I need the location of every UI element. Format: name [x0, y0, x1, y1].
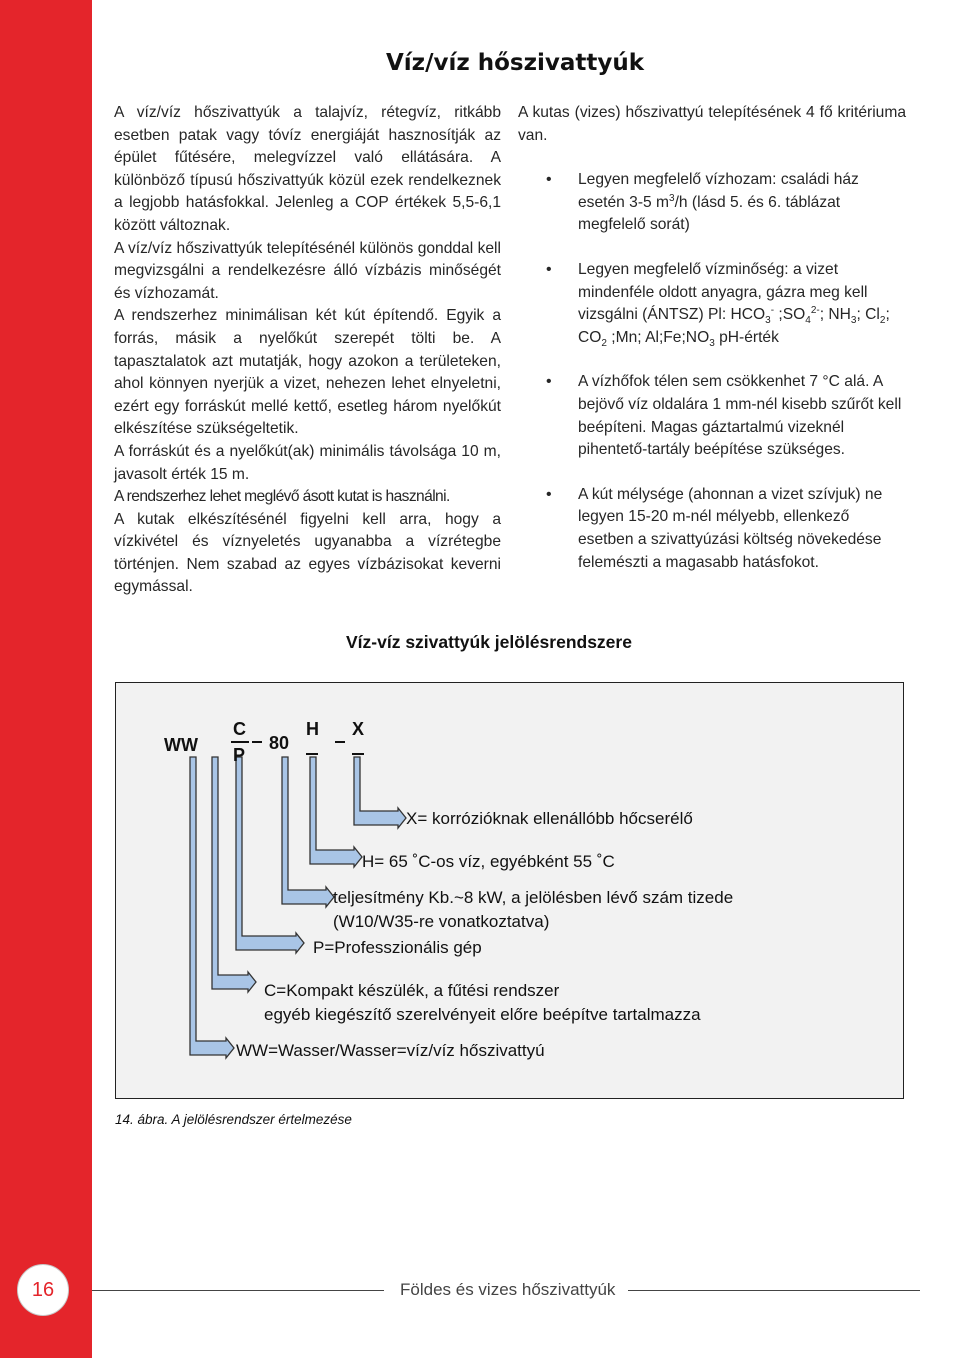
list-item: • Legyen megfelelő vízminőség: a vizet mindenféle oldott anyagra, gázra meg kell vizsgálni (ÁNTSZ) Pl: $HCO_3^-$ $;SO_4^{2-}$; $NH_3$; $Cl_2$; $CO_2$ ;Mn; $Al;Fe;NO_3$ pH-érték — [546, 260, 890, 349]
label-c-2: egyéb kiegészítő szerelvényeit előre beépítve tartalmazza — [264, 1005, 701, 1024]
code-c: C — [233, 719, 246, 739]
label-c-1: C=Kompakt készülék, a fűtési rendszer — [264, 981, 560, 1000]
red-side-band — [0, 0, 92, 1358]
code-x: X — [352, 719, 365, 739]
paragraph: A forráskút és a nyelőkút(ak) minimális távolsága 10 m, javasolt érték 15 m. — [114, 442, 501, 483]
arrow-p — [236, 757, 304, 953]
code-h: H — [306, 719, 319, 739]
label-h: H= 65 ˚C-os víz, egyébként 55 ˚C — [362, 852, 615, 871]
label-performance-2: (W10/W35-re vonatkoztatva) — [333, 912, 550, 931]
dash — [306, 753, 318, 755]
list-item: • A vízhőfok télen sem csökkenhet 7 °C alá. A bejövő víz oldalára 1 mm-nél kisebb szűrőt kell beépíteni. Magas gáztartalmú vizeknél pihentető-tartály beépítése szükséges. — [546, 373, 902, 459]
bullet-icon: • — [546, 171, 552, 189]
list-item: • Legyen megfelelő vízhozam: családi ház esetén 3-5 $m^3/h$ (lásd 5. és 6. táblázat megfelelő sorát) — [546, 171, 859, 234]
dash — [352, 753, 364, 755]
page-title: Víz/víz hőszivattyúk — [386, 50, 645, 76]
list-item: • A kút mélysége (ahonnan a vizet szívjuk) ne legyen 15-20 m-nél mélyebb, ellenkező esetben a szivattyúzási költség növekedése felemészti a magasabb hatásfokot. — [546, 485, 883, 571]
paragraph: A víz/víz hőszivattyúk telepítésénél különös gonddal kell megvizsgálni a rendelkezésre álló vízbázis minőségét és vízhozamát. — [114, 239, 501, 302]
code-ww: WW — [164, 735, 198, 755]
bullet-icon: • — [546, 260, 552, 278]
left-column — [114, 102, 501, 599]
dash — [335, 741, 345, 743]
paragraph: A víz/víz hőszivattyúk a talajvíz, rétegvíz, ritkább esetben patak vagy tóvíz energiáját hasznosítják az épület fűtésére, melegvízzel való ellátására. A különböző típusú hőszivattyúk közül ezek rendelkeznek a legjobb hatásfokkal. Jelenleg a COP értékek 5,5-6,1 között változnak. — [114, 104, 501, 234]
page-number: 16 — [17, 1264, 69, 1316]
figure-caption: 14. ábra. A jelölésrendszer értelmezése — [115, 1112, 352, 1127]
fraction-bar — [231, 741, 249, 743]
paragraph: A rendszerhez lehet meglévő ásott kutat is használni. — [114, 488, 450, 506]
arrow-c — [212, 757, 256, 992]
footer-title: Földes és vizes hőszivattyúk — [400, 1280, 616, 1299]
dash — [252, 741, 262, 743]
paragraph: A kutak elkészítésénél figyelni kell arra, hogy a vízkivétel és víznyeletés ugyanabba a vízrétegbe történjen. Nem szabad az egyes vízbázisokat keverni egymással. — [114, 510, 501, 596]
code-80: 80 — [269, 733, 290, 753]
paragraph: A rendszerhez minimálisan két kút építendő. Egyik a forrás, másik a nyelőkút szerepét tölti be. A tapasztalatok azt mutatják, hogy azokon a területeken, ahol könnyen nyerjük a vizet, nehezen lehet elnyeletni, ezért egy forráskút mellé kettő, esetleg három nyelőkút elkészítése szükségeltetik. — [114, 307, 501, 438]
bullet-icon: • — [546, 485, 552, 503]
label-x: X= korrózióknak ellenállóbb hőcserélő — [406, 809, 693, 828]
right-column — [518, 102, 906, 596]
arrow-80 — [282, 757, 334, 907]
designation-diagram — [115, 682, 904, 1099]
label-p: P=Professzionális gép — [313, 938, 482, 957]
arrow-x — [354, 757, 406, 828]
code-p: P — [233, 745, 246, 765]
bullet-icon: • — [546, 373, 552, 391]
diagram-title: Víz-víz szivattyúk jelölésrendszere — [346, 632, 632, 652]
criteria-intro: A kutas (vizes) hőszivattyú telepítésének 4 fő kritériuma van. — [518, 104, 906, 144]
footer-divider — [92, 1290, 384, 1291]
label-performance-1: teljesítmény Kb.~8 kW, a jelölésben lévő szám tizede — [333, 888, 734, 907]
criteria-list — [518, 169, 906, 574]
footer-divider — [628, 1290, 920, 1291]
label-ww: WW=Wasser/Wasser=víz/víz hőszivattyú — [236, 1041, 545, 1060]
